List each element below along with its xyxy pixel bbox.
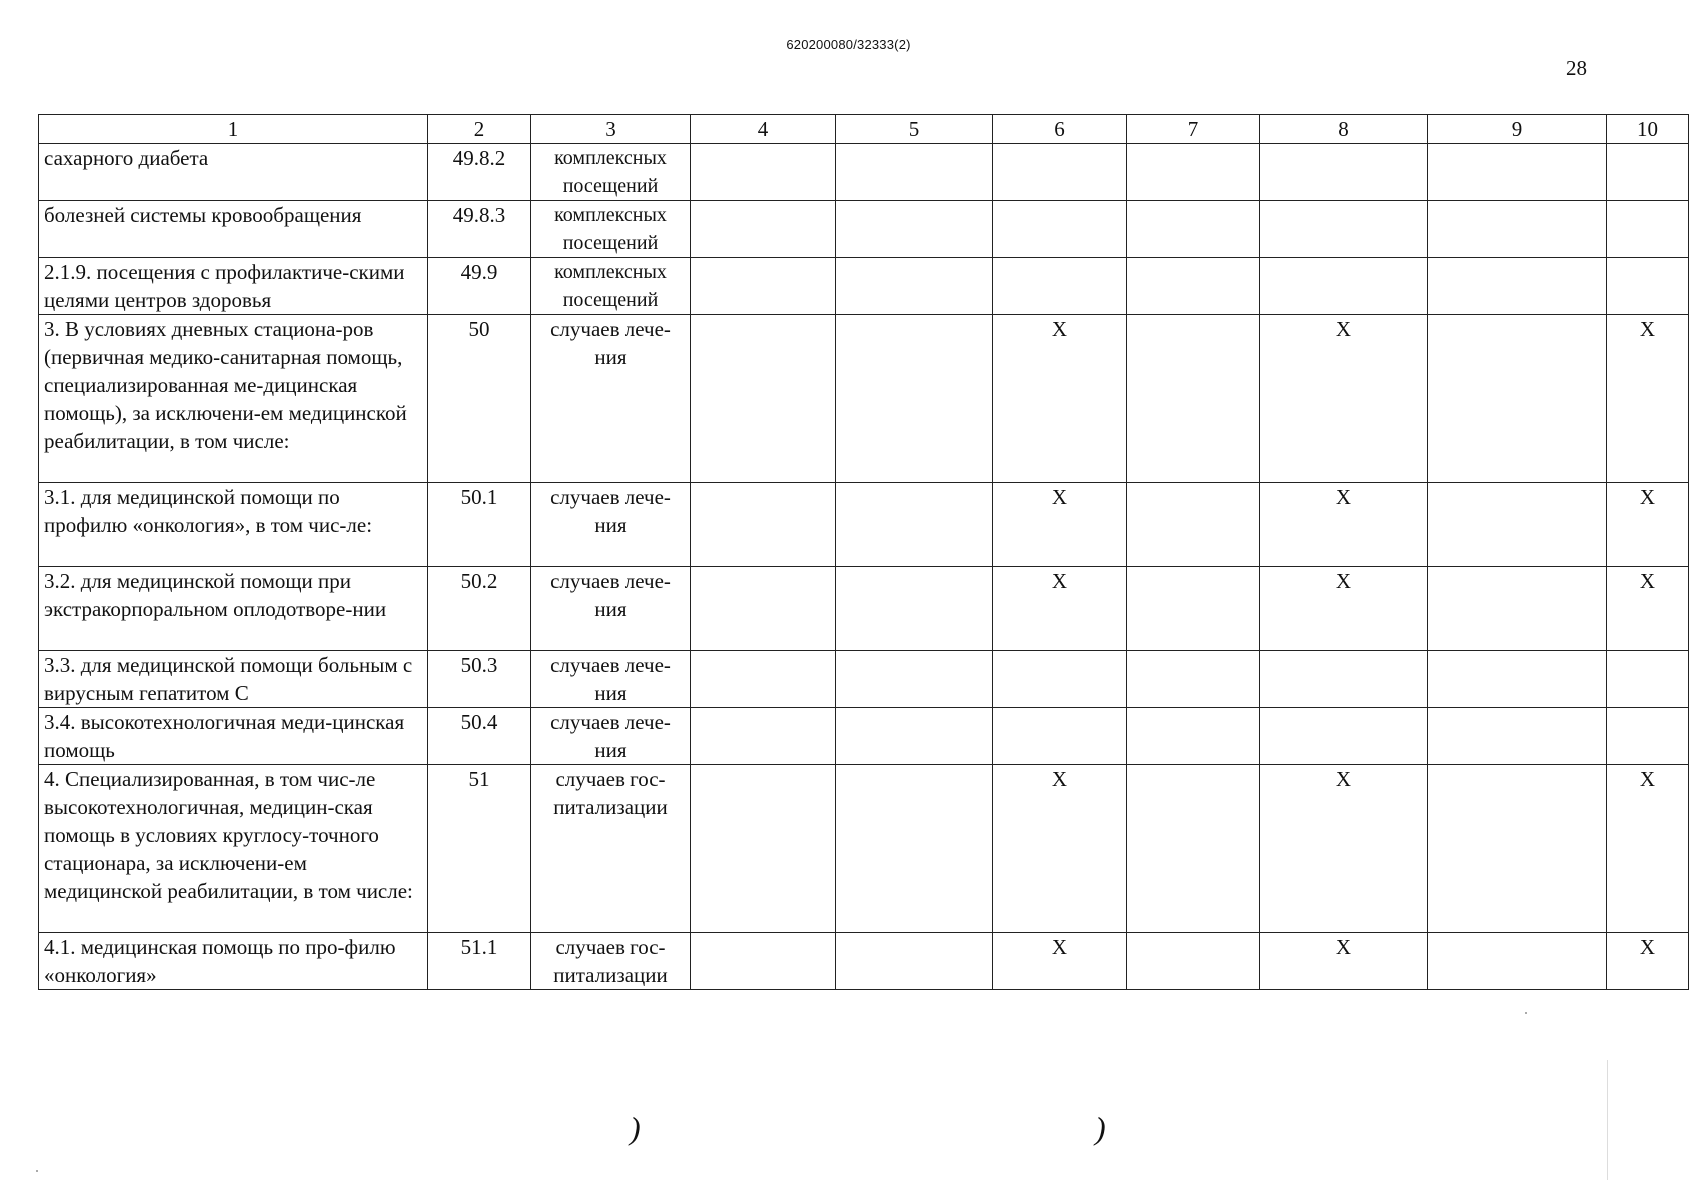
cell-col7 bbox=[1127, 933, 1260, 990]
cell-col7 bbox=[1127, 708, 1260, 765]
cell-col6 bbox=[993, 201, 1127, 258]
cell-col5 bbox=[836, 315, 993, 483]
cell-col6 bbox=[993, 651, 1127, 708]
row-unit: случаев лече-ния bbox=[531, 651, 691, 708]
cell-col10: X bbox=[1607, 933, 1689, 990]
cell-col10: X bbox=[1607, 315, 1689, 483]
cell-col6: X bbox=[993, 933, 1127, 990]
row-code: 50.4 bbox=[428, 708, 531, 765]
row-name: сахарного диабета bbox=[39, 144, 428, 201]
cell-col10: X bbox=[1607, 765, 1689, 933]
scan-speck bbox=[1525, 1012, 1527, 1014]
document-id: 620200080/32333(2) bbox=[786, 37, 911, 52]
cell-col9 bbox=[1428, 933, 1607, 990]
cell-col9 bbox=[1428, 258, 1607, 315]
table-row bbox=[39, 933, 1689, 990]
column-header: 4 bbox=[691, 115, 836, 144]
cell-col7 bbox=[1127, 483, 1260, 567]
cell-col8 bbox=[1260, 258, 1428, 315]
cell-col7 bbox=[1127, 651, 1260, 708]
row-code: 50.2 bbox=[428, 567, 531, 651]
cell-col9 bbox=[1428, 144, 1607, 201]
cell-col5 bbox=[836, 201, 993, 258]
cell-col4 bbox=[691, 483, 836, 567]
table-row bbox=[39, 315, 1689, 483]
cell-col6: X bbox=[993, 315, 1127, 483]
cell-col9 bbox=[1428, 315, 1607, 483]
table-row bbox=[39, 708, 1689, 765]
cell-col10 bbox=[1607, 144, 1689, 201]
cell-col8 bbox=[1260, 144, 1428, 201]
cell-col4 bbox=[691, 567, 836, 651]
row-code: 51 bbox=[428, 765, 531, 933]
cell-col6 bbox=[993, 708, 1127, 765]
cell-col4 bbox=[691, 315, 836, 483]
row-name: 3.4. высокотехнологичная меди-цинская помощь bbox=[39, 708, 428, 765]
cell-col7 bbox=[1127, 258, 1260, 315]
row-unit: случаев лече-ния bbox=[531, 483, 691, 567]
cell-col6: X bbox=[993, 483, 1127, 567]
table-row bbox=[39, 258, 1689, 315]
cell-col8 bbox=[1260, 708, 1428, 765]
cell-col10 bbox=[1607, 651, 1689, 708]
scan-speck bbox=[1607, 1060, 1608, 1180]
cell-col8: X bbox=[1260, 567, 1428, 651]
column-header: 6 bbox=[993, 115, 1127, 144]
cell-col8 bbox=[1260, 651, 1428, 708]
cell-col7 bbox=[1127, 201, 1260, 258]
row-name: 3.2. для медицинской помощи при экстракорпоральном оплодотворе-нии bbox=[39, 567, 428, 651]
cell-col7 bbox=[1127, 567, 1260, 651]
cell-col7 bbox=[1127, 765, 1260, 933]
scan-speck bbox=[36, 1170, 38, 1172]
cell-col4 bbox=[691, 258, 836, 315]
cell-col10 bbox=[1607, 708, 1689, 765]
column-header: 9 bbox=[1428, 115, 1607, 144]
cell-col4 bbox=[691, 933, 836, 990]
row-name: 3.3. для медицинской помощи больным с вирусным гепатитом С bbox=[39, 651, 428, 708]
cell-col9 bbox=[1428, 567, 1607, 651]
page-number: 28 bbox=[1566, 56, 1587, 80]
cell-col4 bbox=[691, 144, 836, 201]
cell-col8: X bbox=[1260, 933, 1428, 990]
cell-col5 bbox=[836, 651, 993, 708]
scan-mark-right: ) bbox=[1095, 1110, 1106, 1146]
data-table bbox=[38, 114, 1689, 990]
column-header: 10 bbox=[1607, 115, 1689, 144]
cell-col8: X bbox=[1260, 315, 1428, 483]
cell-col9 bbox=[1428, 765, 1607, 933]
cell-col5 bbox=[836, 483, 993, 567]
row-name: 3. В условиях дневных стациона-ров (первичная медико-санитарная помощь, специализированная ме-дицинская помощь), за исключени-ем медицинской реабилитации, в том числе: bbox=[39, 315, 428, 483]
column-header: 7 bbox=[1127, 115, 1260, 144]
row-code: 50.1 bbox=[428, 483, 531, 567]
table-row bbox=[39, 201, 1689, 258]
cell-col8: X bbox=[1260, 765, 1428, 933]
row-unit: комплексных посещений bbox=[531, 258, 691, 315]
row-name: 4.1. медицинская помощь по про-филю «онкология» bbox=[39, 933, 428, 990]
row-name: 3.1. для медицинской помощи по профилю «онкология», в том чис-ле: bbox=[39, 483, 428, 567]
cell-col10: X bbox=[1607, 483, 1689, 567]
cell-col10 bbox=[1607, 258, 1689, 315]
row-code: 50 bbox=[428, 315, 531, 483]
row-name: 2.1.9. посещения с профилактиче-скими целями центров здоровья bbox=[39, 258, 428, 315]
cell-col9 bbox=[1428, 483, 1607, 567]
table-row bbox=[39, 765, 1689, 933]
cell-col6: X bbox=[993, 567, 1127, 651]
cell-col4 bbox=[691, 765, 836, 933]
cell-col10: X bbox=[1607, 567, 1689, 651]
table-header-row bbox=[39, 115, 1689, 144]
column-header: 3 bbox=[531, 115, 691, 144]
cell-col7 bbox=[1127, 315, 1260, 483]
cell-col4 bbox=[691, 201, 836, 258]
row-unit: комплексных посещений bbox=[531, 144, 691, 201]
table-row bbox=[39, 144, 1689, 201]
cell-col6: X bbox=[993, 765, 1127, 933]
cell-col10 bbox=[1607, 201, 1689, 258]
cell-col9 bbox=[1428, 201, 1607, 258]
cell-col5 bbox=[836, 708, 993, 765]
row-code: 49.9 bbox=[428, 258, 531, 315]
row-code: 50.3 bbox=[428, 651, 531, 708]
cell-col5 bbox=[836, 765, 993, 933]
row-unit: случаев гос-питализации bbox=[531, 933, 691, 990]
cell-col5 bbox=[836, 567, 993, 651]
column-header: 2 bbox=[428, 115, 531, 144]
cell-col6 bbox=[993, 144, 1127, 201]
row-code: 51.1 bbox=[428, 933, 531, 990]
column-header: 5 bbox=[836, 115, 993, 144]
row-name: 4. Специализированная, в том чис-ле высокотехнологичная, медицин-ская помощь в условиях круглосу-точного стационара, за исключени-ем медицинской реабилитации, в том числе: bbox=[39, 765, 428, 933]
table-row bbox=[39, 567, 1689, 651]
cell-col4 bbox=[691, 651, 836, 708]
table-row bbox=[39, 651, 1689, 708]
row-name: болезней системы кровообращения bbox=[39, 201, 428, 258]
cell-col9 bbox=[1428, 708, 1607, 765]
row-unit: случаев лече-ния bbox=[531, 567, 691, 651]
row-unit: случаев лече-ния bbox=[531, 315, 691, 483]
scan-mark-left: ) bbox=[630, 1110, 641, 1146]
table-row bbox=[39, 483, 1689, 567]
cell-col7 bbox=[1127, 144, 1260, 201]
cell-col5 bbox=[836, 144, 993, 201]
cell-col8 bbox=[1260, 201, 1428, 258]
column-header: 1 bbox=[39, 115, 428, 144]
column-header: 8 bbox=[1260, 115, 1428, 144]
row-code: 49.8.2 bbox=[428, 144, 531, 201]
row-unit: случаев лече-ния bbox=[531, 708, 691, 765]
row-unit: комплексных посещений bbox=[531, 201, 691, 258]
cell-col6 bbox=[993, 258, 1127, 315]
cell-col5 bbox=[836, 933, 993, 990]
cell-col5 bbox=[836, 258, 993, 315]
row-code: 49.8.3 bbox=[428, 201, 531, 258]
cell-col9 bbox=[1428, 651, 1607, 708]
cell-col8: X bbox=[1260, 483, 1428, 567]
cell-col4 bbox=[691, 708, 836, 765]
row-unit: случаев гос-питализации bbox=[531, 765, 691, 933]
